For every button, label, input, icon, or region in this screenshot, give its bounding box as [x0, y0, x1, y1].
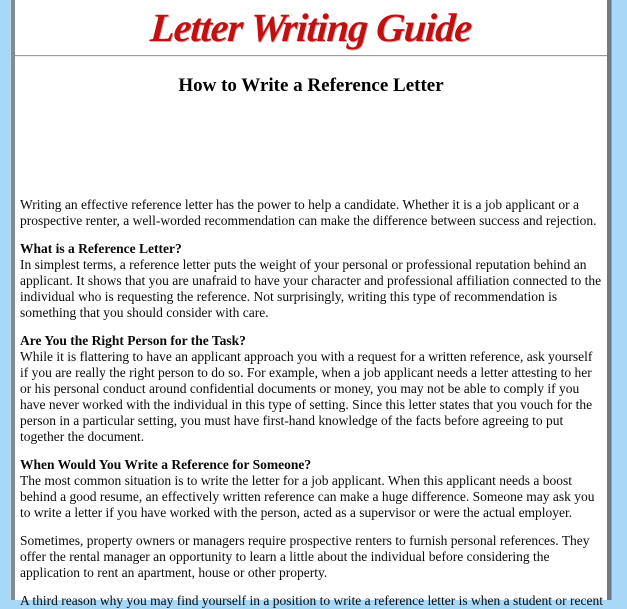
section-heading: What is a Reference Letter? [20, 241, 182, 256]
site-logo[interactable]: Letter Writing Guide [148, 5, 473, 50]
section-heading: Are You the Right Person for the Task? [20, 333, 246, 348]
blank-gap [15, 97, 607, 185]
section-when-would-you-write [20, 457, 604, 521]
section-text: While it is flattering to have an applicant approach you with a request for a written reference, ask yourself if you are really the right person to do so. For example, when a job applicant needs a letter attesting to her or his personal conduct around confidential documents or money, you may not be able to comply if you have never worked with the individual in this type of setting. Since this letter states that you vouch for the person in a particular setting, you must have first-hand knowledge of the facts before agreeing to put together the document. [20, 349, 593, 444]
body-paragraph: Sometimes, property owners or managers require prospective renters to furnish personal references. They offer the rental manager an opportunity to learn a little about the individual before considering the application to rent an apartment, house or other property. [20, 533, 590, 580]
page-title: How to Write a Reference Letter [178, 75, 444, 96]
article-body [15, 197, 607, 609]
section-heading: When Would You Write a Reference for Someone? [20, 457, 312, 472]
section-text: In simplest terms, a reference letter puts the weight of your personal or professional reputation behind an applicant. It shows that you are unafraid to have your character and professional affiliation connected to the individual who is requesting the reference. Not surprisingly, writing this type of recommendation is something that you should consider with care. [20, 257, 602, 320]
body-paragraph-partial: A third reason why you may find yourself in a position to write a reference letter is when a student or recent [20, 593, 603, 608]
divider [15, 55, 607, 57]
content-panel [11, 0, 611, 608]
intro-paragraph: Writing an effective reference letter has the power to help a candidate. Whether it is a job applicant or a prospective renter, a well-worded recommendation can make the difference between success and rejection. [20, 197, 597, 228]
section-text: The most common situation is to write the letter for a job applicant. When this applicant needs a boost behind a good resume, an effectively written reference can make a huge difference. Someone may ask you to write a letter if you have worked with the person, acted as a supervisor or were the actual employer. [20, 473, 595, 520]
section-what-is [20, 241, 604, 321]
section-right-person [20, 333, 604, 445]
